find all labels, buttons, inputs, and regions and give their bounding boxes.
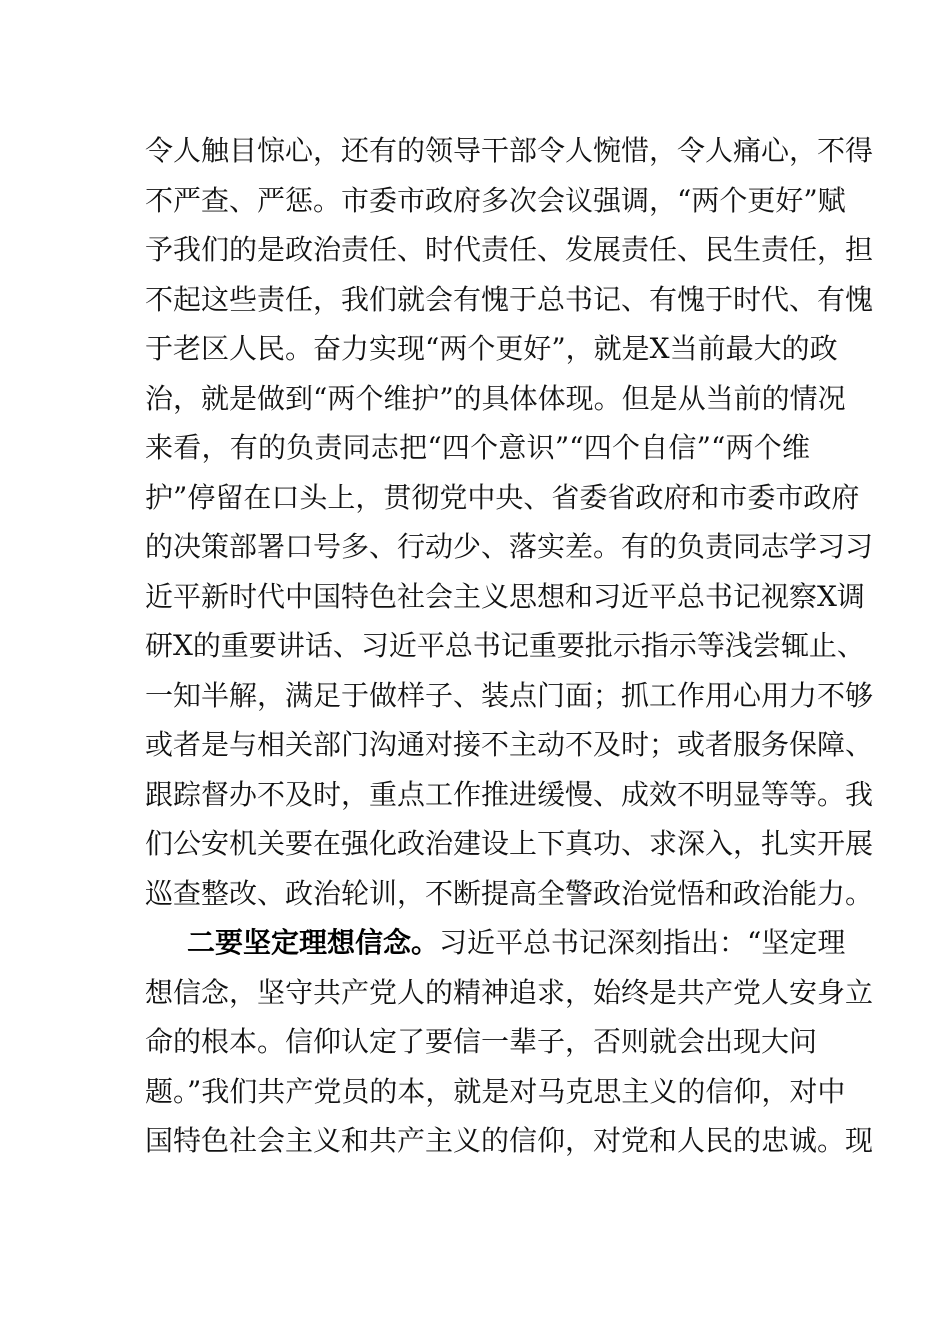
text-line: 一知半解，满足于做样子、装点门面；抓工作用心用力不够 — [145, 678, 874, 712]
text-line: 或者是与相关部门沟通对接不主动不及时；或者服务保障、 — [145, 728, 874, 761]
text-line: 命的根本。信仰认定了要信一辈子，否则就会出现大问 — [145, 1025, 818, 1058]
text-line: 想信念，坚守共产党人的精神追求，始终是共产党人安身立 — [145, 975, 874, 1009]
text-line: 不严查、严惩。市委市政府多次会议强调，“两个更好”赋 — [145, 183, 846, 217]
text-line: 国特色社会主义和共产主义的信仰，对党和人民的忠诚。现 — [145, 1124, 874, 1157]
text-line: 予我们的是政治责任、时代责任、发展责任、民生责任，担 — [145, 233, 874, 266]
text-line: 题。”我们共产党员的本，就是对马克思主义的信仰，对中 — [145, 1074, 846, 1108]
text-line: 巡查整改、政治轮训，不断提高全警政治觉悟和政治能力。 — [145, 876, 874, 910]
text-line: 令人触目惊心，还有的领导干部令人惋惜，令人痛心，不得 — [145, 134, 874, 167]
paragraph-political-responsibility — [145, 126, 874, 918]
text-line: 护”停留在口头上，贯彻党中央、省委省政府和市委市政府 — [145, 480, 860, 514]
text-line: 的决策部署口号多、行动少、落实差。有的负责同志学习习 — [145, 530, 874, 563]
text-line: 不起这些责任，我们就会有愧于总书记、有愧于时代、有愧 — [145, 282, 874, 316]
text-line: 近平新时代中国特色社会主义思想和习近平总书记视察X调 — [145, 579, 865, 613]
text-line: 来看，有的负责同志把“四个意识”“四个自信”“两个维 — [145, 431, 810, 464]
text-line: 治，就是做到“两个维护”的具体体现。但是从当前的情况 — [145, 381, 846, 415]
text-line: 跟踪督办不及时，重点工作推进缓慢、成效不明显等等。我 — [145, 777, 874, 811]
text-line-first — [145, 918, 846, 968]
text-line-first-rest: 习近平总书记深刻指出：“坚定理 — [439, 926, 846, 959]
paragraph-ideals-and-beliefs — [145, 918, 874, 1166]
text-line: 研X的重要讲话、习近平总书记重要批示指示等浅尝辄止、 — [145, 629, 865, 662]
section-heading: 二要坚定理想信念。 — [187, 926, 440, 959]
text-line: 们公安机关要在强化政治建设上下真功、求深入，扎实开展 — [145, 827, 874, 860]
text-line: 于老区人民。奋力实现“两个更好”，就是X当前最大的政 — [145, 332, 838, 365]
